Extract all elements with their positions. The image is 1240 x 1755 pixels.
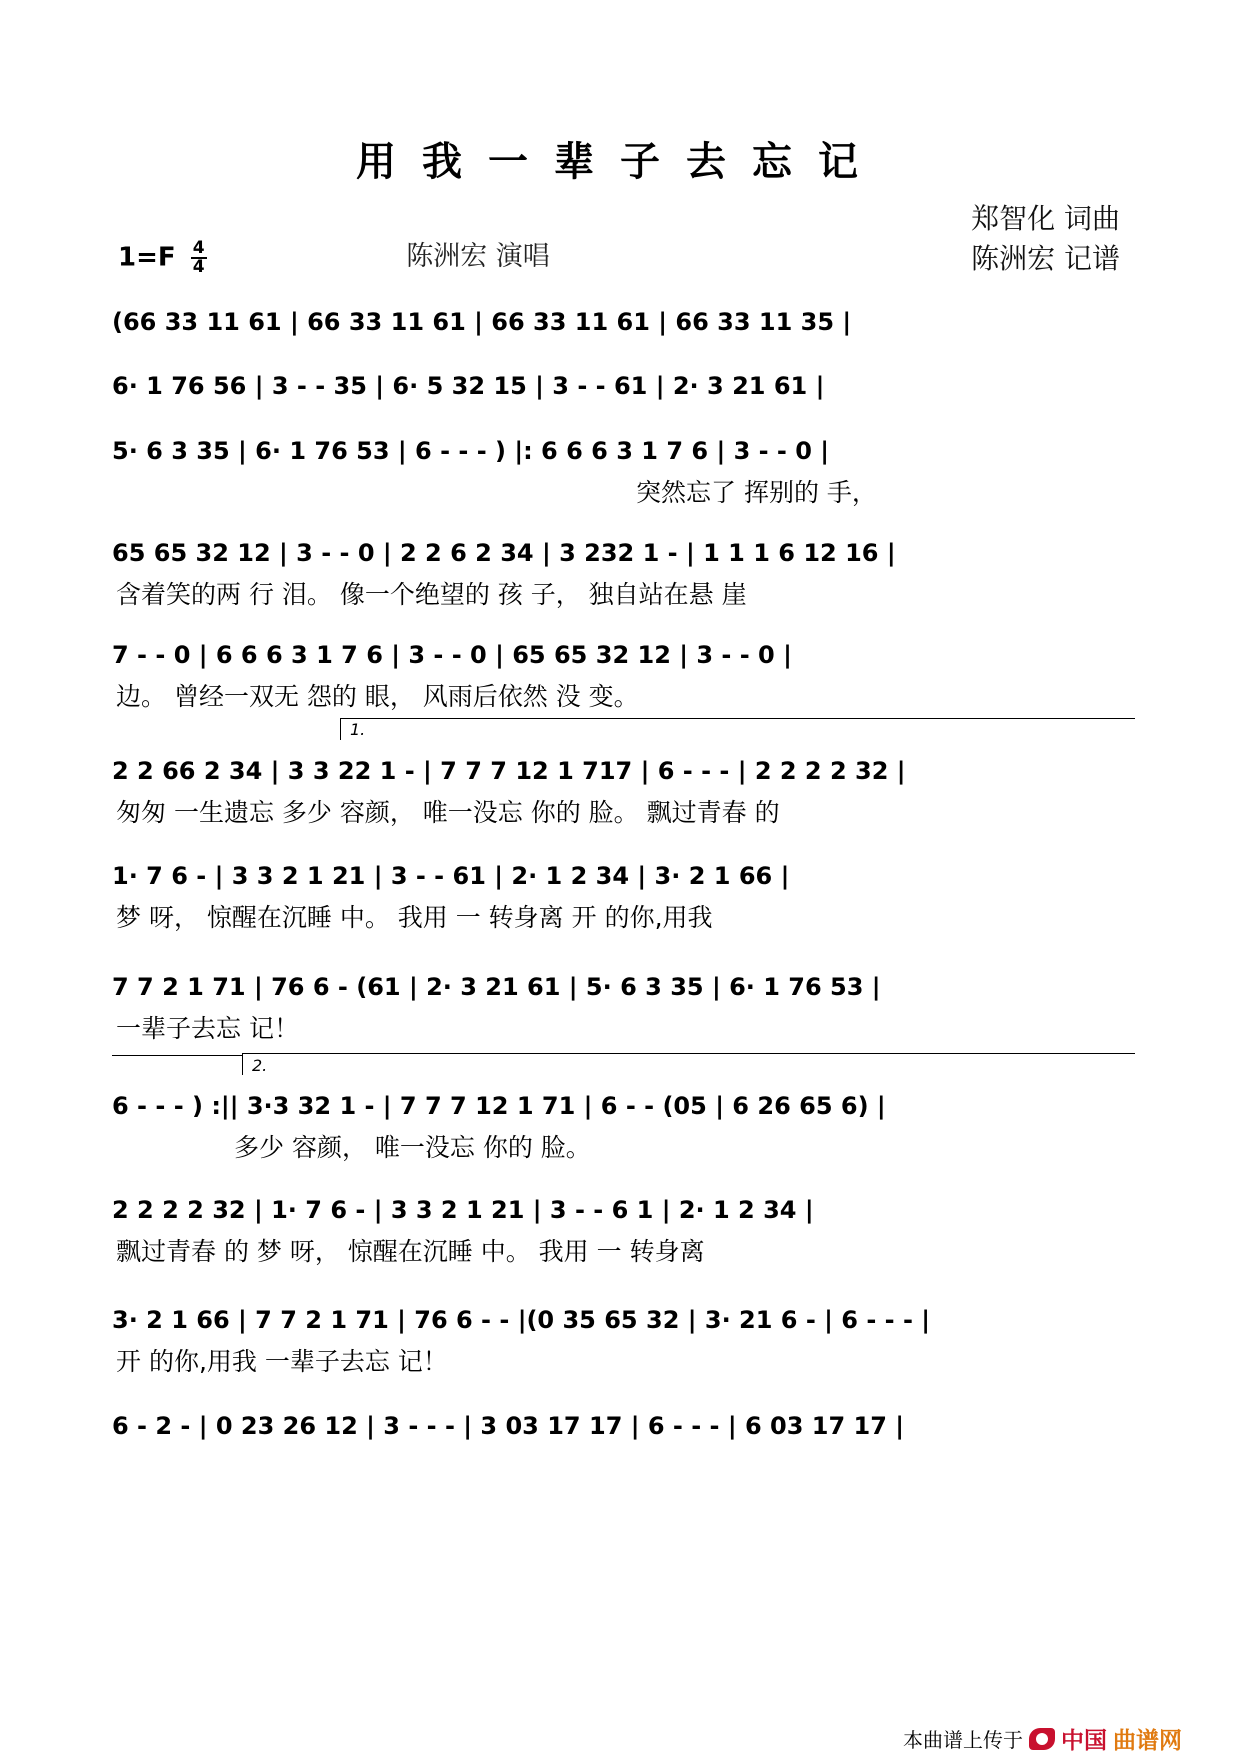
footer <box>903 1722 1182 1755</box>
lyric-line-10: 飘过青春 的 梦 呀， 惊醒在沉睡 中。 我用 一 转身离 <box>116 1237 705 1266</box>
singer-credit: 陈洲宏 演唱 <box>406 241 550 272</box>
notation-line-4: 65 65 32 12 | 3 - - 0 | 2 2 6 2 34 | 3 232 1 - | 1 1 1 6 12 16 | <box>112 539 896 567</box>
first-ending-bracket-tick <box>340 718 341 740</box>
lyric-line-5: 边。 曾经一双无 怨的 眼， 风雨后依然 没 变。 <box>116 682 639 711</box>
notation-line-7: 1· 7 6 - | 3 3 2 1 21 | 3 - - 61 | 2· 1 2 34 | 3· 2 1 66 | <box>112 862 790 890</box>
site-logo-icon <box>1029 1728 1055 1750</box>
first-ending-label: 1. <box>350 720 366 739</box>
lyric-line-11: 开 的你,用我 一辈子去忘 记！ <box>116 1347 448 1376</box>
lyric-line-9: 多少 容颜， 唯一没忘 你的 脸。 <box>234 1133 591 1162</box>
notation-line-2: 6· 1 76 56 | 3 - - 35 | 6· 5 32 15 | 3 - - 61 | 2· 3 21 61 | <box>112 372 825 400</box>
lyric-line-4: 含着笑的两 行 泪。 像一个绝望的 孩 子， 独自站在悬 崖 <box>116 580 747 609</box>
first-ending-bracket <box>340 718 1135 719</box>
page-title: 用我一辈子去忘记 <box>356 138 884 185</box>
key-label: 1=F <box>118 242 176 273</box>
time-signature-top: 4 <box>192 238 205 258</box>
time-signature-bottom: 4 <box>192 257 205 277</box>
site-name-part-1: 中国 <box>1061 1728 1107 1754</box>
lyric-line-8: 一辈子去忘 记！ <box>116 1014 299 1043</box>
transcriber-credit: 陈洲宏 记谱 <box>971 242 1120 275</box>
notation-line-8: 7 7 2 1 71 | 76 6 - (61 | 2· 3 21 61 | 5· 6 3 35 | 6· 1 76 53 | <box>112 973 881 1001</box>
composer-credit: 郑智化 词曲 <box>971 202 1120 235</box>
upload-text: 本曲谱上传于 <box>903 1728 1023 1752</box>
notation-line-6: 2 2 66 2 34 | 3 3 22 1 - | 7 7 7 12 1 717 | 6 - - - | 2 2 2 2 32 | <box>112 757 906 785</box>
notation-line-12: 6 - 2 - | 0 23 26 12 | 3 - - - | 3 03 17 17 | 6 - - - | 6 03 17 17 | <box>112 1412 905 1440</box>
notation-line-11: 3· 2 1 66 | 7 7 2 1 71 | 76 6 - - |(0 35 65 32 | 3· 21 6 - | 6 - - - | <box>112 1306 931 1334</box>
lyric-line-6: 匆匆 一生遗忘 多少 容颜， 唯一没忘 你的 脸。 飘过青春 的 <box>116 798 780 827</box>
first-ending-bracket-continued <box>112 1055 242 1056</box>
second-ending-bracket <box>242 1053 1135 1054</box>
site-name-part-2: 曲谱网 <box>1113 1728 1182 1754</box>
lyric-line-7: 梦 呀， 惊醒在沉睡 中。 我用 一 转身离 开 的你,用我 <box>116 903 713 932</box>
notation-line-5: 7 - - 0 | 6 6 6 3 1 7 6 | 3 - - 0 | 65 65 32 12 | 3 - - 0 | <box>112 641 792 669</box>
notation-line-1: (66 33 11 61 | 66 33 11 61 | 66 33 11 61 | 66 33 11 35 | <box>112 308 852 336</box>
lyric-line-3: 突然忘了 挥别的 手， <box>636 478 877 507</box>
notation-line-9: 6 - - - ) :|| 3·3 32 1 - | 7 7 7 12 1 71 | 6 - - (05 | 6 26 65 6) | <box>112 1092 886 1120</box>
second-ending-label: 2. <box>252 1056 268 1075</box>
second-ending-bracket-tick <box>242 1053 243 1075</box>
notation-line-3: 5· 6 3 35 | 6· 1 76 53 | 6 - - - ) |: 6 6 6 3 1 7 6 | 3 - - 0 | <box>112 437 830 465</box>
notation-line-10: 2 2 2 2 32 | 1· 7 6 - | 3 3 2 1 21 | 3 - - 6 1 | 2· 1 2 34 | <box>112 1196 814 1224</box>
